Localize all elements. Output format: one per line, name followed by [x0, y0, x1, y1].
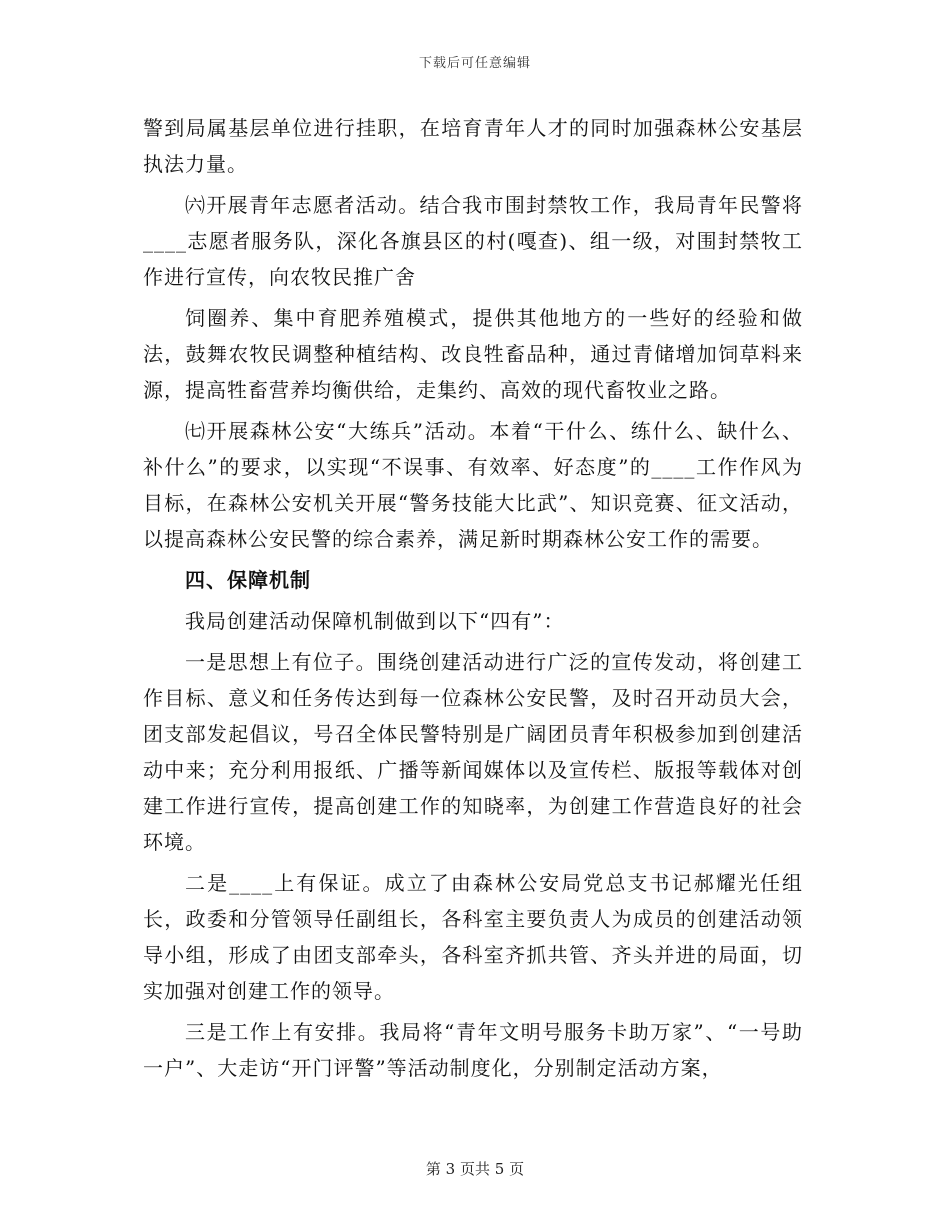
paragraph-intro: 我局创建活动保障机制做到以下“四有”： — [185, 609, 565, 633]
paragraph-item-6-continued: 饲圈养、集中育肥养殖模式，提供其他地方的一些好的经验和做法，鼓舞农牧民调整种植结构、改良牲畜品种，通过青储增加饲草料来源，提高牲畜营养均衡供给，走集约、高效的现代畜牧业之路。 — [143, 306, 803, 402]
paragraph-point-3: 三是工作上有安排。我局将“青年文明号服务卡助万家”、“一号助一户”、大走访“开门评警”等活动制度化，分别制定活动方案， — [143, 1020, 803, 1080]
page-header: 下载后可任意编辑 — [418, 56, 531, 71]
paragraph-item-7: ㈦开展森林公安“大练兵”活动。本着“干什么、练什么、缺什么、补什么”的要求，以实现“不误事、有效率、好态度”的____工作作风为目标，在森林公安机关开展“警务技能大比武”、知识竞赛、征文活动，以提高森林公安民警的综合素养，满足新时期森林公安工作的需要。 — [143, 419, 803, 551]
paragraph-point-2: 二是____上有保证。成立了由森林公安局党总支书记郝耀光任组长，政委和分管领导任副组长，各科室主要负责人为成员的创建活动领导小组，形成了由团支部牵头，各科室齐抓共管、齐头并进的局面，切实加强对创建工作的领导。 — [143, 871, 803, 1003]
paragraph-continuation: 警到局属基层单位进行挂职，在培育青年人才的同时加强森林公安基层执法力量。 — [143, 116, 803, 176]
paragraph-item-6: ㈥开展青年志愿者活动。结合我市围封禁牧工作，我局青年民警将____志愿者服务队，深化各旗县区的村(嘎查)、组一级，对围封禁牧工作进行宣传，向农牧民推广舍 — [143, 193, 803, 289]
section-heading: 四、保障机制 — [185, 568, 311, 592]
paragraph-point-1: 一是思想上有位子。围绕创建活动进行广泛的宣传发动，将创建工作目标、意义和任务传达到每一位森林公安民警，及时召开动员大会，团支部发起倡议，号召全体民警特别是广阔团员青年积极参加到创建活动中来；充分利用报纸、广播等新闻媒体以及宣传栏、版报等载体对创建工作进行宣传，提高创建工作的知晓率，为创建工作营造良好的社会环境。 — [143, 650, 803, 854]
page-footer: 第 3 页共 5 页 — [425, 1160, 525, 1178]
document-body — [143, 110, 803, 1086]
